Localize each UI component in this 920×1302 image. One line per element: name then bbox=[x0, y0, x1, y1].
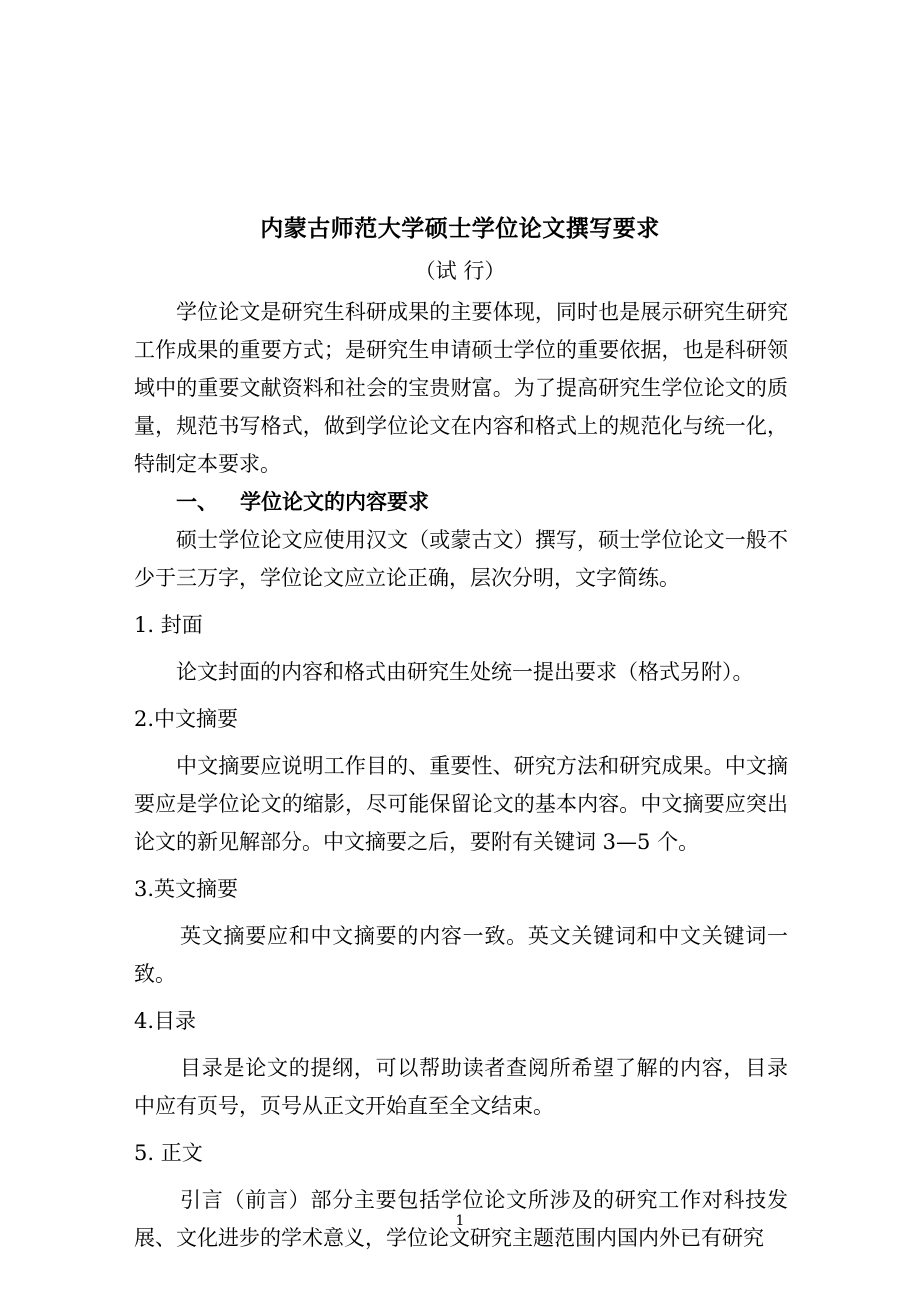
document-subtitle: （试 行） bbox=[414, 259, 506, 283]
section-paragraph: 硕士学位论文应使用汉文（或蒙古文）撰写，硕士学位论文一般不少于三万字，学位论文应立论正确，层次分明，文字简练。 bbox=[134, 528, 788, 590]
document-title: 内蒙古师范大学硕士学位论文撰写要求 bbox=[260, 216, 660, 242]
section-title: 学位论文的内容要求 bbox=[240, 490, 429, 514]
item-heading-chinese-abstract: 2.中文摘要 bbox=[134, 707, 239, 731]
intro-paragraph: 学位论文是研究生科研成果的主要体现，同时也是展示研究生研究工作成果的重要方式；是研究生申请硕士学位的重要依据，也是科研领域中的重要文献资料和社会的宝贵财富。为了提高研究生学位论文的质量，规范书写格式，做到学位论文在内容和格式上的规范化与统一化，特制定本要求。 bbox=[134, 300, 788, 476]
item-text-chinese-abstract: 中文摘要应说明工作目的、重要性、研究方法和研究成果。中文摘要应是学位论文的缩影，尽可能保留论文的基本内容。中文摘要应突出论文的新见解部分。中文摘要之后，要附有关键词 3—5 个。 bbox=[134, 754, 788, 854]
item-heading-contents: 4.目录 bbox=[134, 1009, 197, 1033]
item-text-main-text: 引言（前言）部分主要包括学位论文所涉及的研究工作对科技发展、文化进步的学术意义，学位论文研究主题范围内国内外已有研究 bbox=[134, 1188, 788, 1250]
item-text-cover: 论文封面的内容和格式由研究生处统一提出要求（格式另附）。 bbox=[176, 660, 754, 684]
item-heading-english-abstract: 3.英文摘要 bbox=[134, 877, 239, 901]
section-number: 一、 bbox=[176, 490, 218, 514]
item-text-contents: 目录是论文的提纲，可以帮助读者查阅所希望了解的内容，目录中应有页号，页号从正文开始直至全文结束。 bbox=[134, 1056, 788, 1118]
document-body bbox=[134, 293, 788, 1257]
item-heading-main-text: 5. 正文 bbox=[134, 1141, 203, 1165]
page-number: 1 bbox=[455, 1213, 465, 1229]
item-heading-cover: 1. 封面 bbox=[134, 613, 203, 637]
section-heading bbox=[134, 483, 788, 521]
item-text-english-abstract: 英文摘要应和中文摘要的内容一致。英文关键词和中文关键词一致。 bbox=[134, 924, 788, 986]
